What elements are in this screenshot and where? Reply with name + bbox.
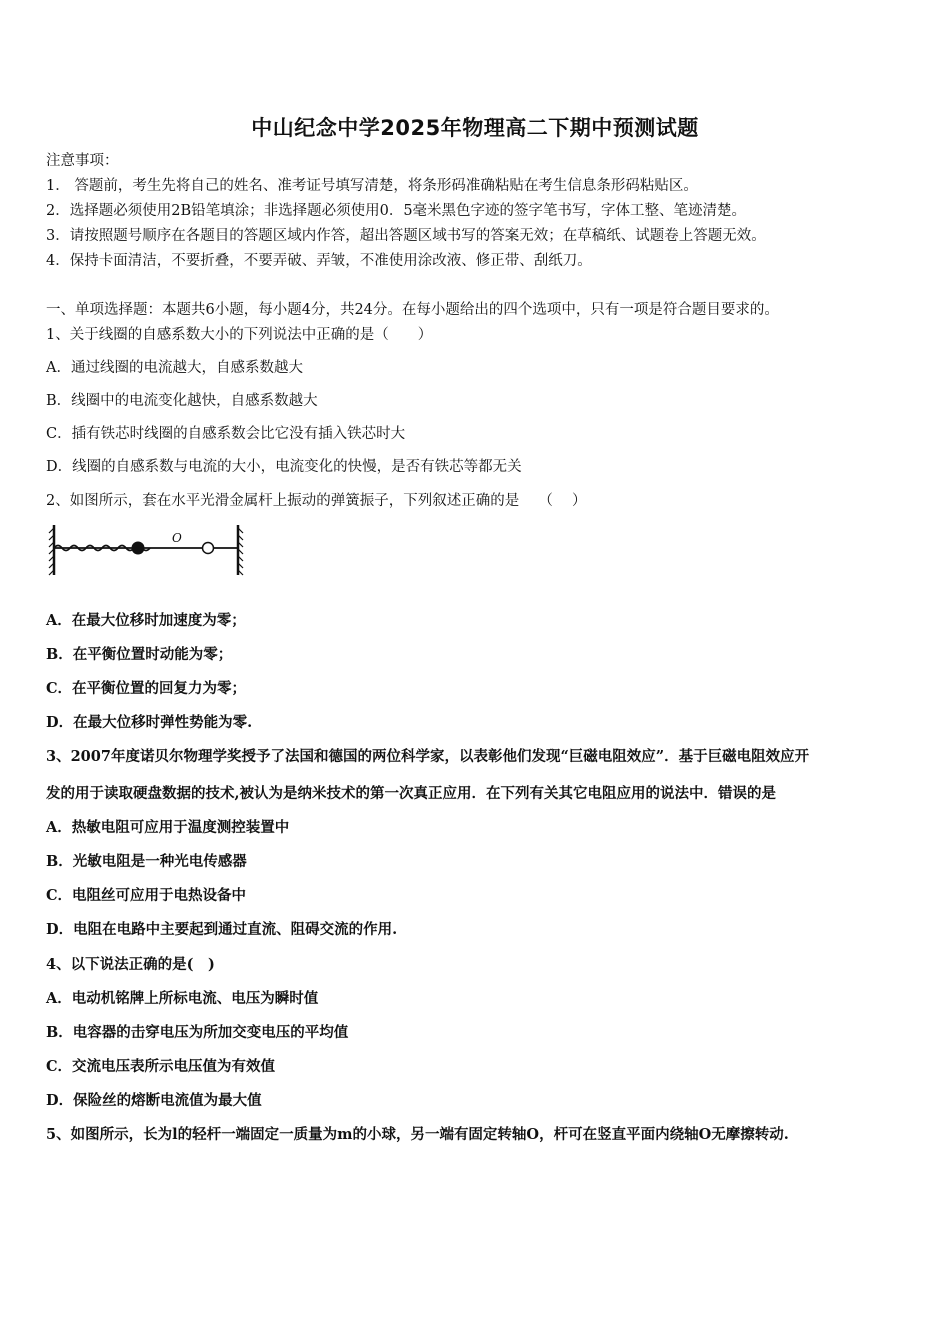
- question-4-option-b: B．电容器的击穿电压为所加交变电压的平均值: [46, 1024, 349, 1041]
- spring-oscillator-figure: [46, 520, 256, 580]
- question-2-option-b: B．在平衡位置时动能为零；: [46, 646, 233, 663]
- question-4-option-d: D．保险丝的熔断电流值为最大值: [46, 1092, 262, 1109]
- equilibrium-position-ball: [203, 543, 214, 554]
- question-1-option-c: C．插有铁芯时线圈的自感系数会比它没有插入铁芯时大: [46, 426, 406, 442]
- question-2-option-c: C．在平衡位置的回复力为零；: [46, 680, 247, 697]
- question-2-stem: 2、如图所示，套在水平光滑金属杆上振动的弹簧振子，下列叙述正确的是 （ ）: [46, 493, 587, 509]
- question-3-option-b: B．光敏电阻是一种光电传感器: [46, 853, 247, 870]
- question-3-stem-line-2: 发的用于读取硬盘数据的技术,被认为是纳米技术的第一次真正应用．在下列有关其它电阻应用的说法中．错误的是: [46, 785, 777, 802]
- question-3-option-a: A．热敏电阻可应用于温度测控装置中: [46, 819, 290, 836]
- question-1-stem: 1、关于线圈的自感系数大小的下列说法中正确的是（ ）: [46, 327, 433, 343]
- notice-heading: 注意事项：: [46, 153, 119, 169]
- question-3-option-d: D．电阻在电路中主要起到通过直流、阻碍交流的作用.: [46, 921, 398, 938]
- notice-item-4: 4．保持卡面清洁，不要折叠，不要弄破、弄皱，不准使用涂改液、修正带、刮纸刀。: [46, 253, 592, 269]
- question-3-stem-line-1: 3、2007年度诺贝尔物理学奖授予了法国和德国的两位科学家，以表彰他们发现“巨磁电阻效应”．基于巨磁电阻效应开: [46, 748, 810, 765]
- notice-item-1: 1． 答题前，考生先将自己的姓名、准考证号填写清楚，将条形码准确粘贴在考生信息条形码粘贴区。: [46, 178, 698, 194]
- notice-item-2: 2．选择题必须使用2B铅笔填涂；非选择题必须使用0．5毫米黑色字迹的签字笔书写，字体工整、笔迹清楚。: [46, 203, 747, 219]
- oscillator-ball: [132, 542, 145, 555]
- section-heading: 一、单项选择题：本题共6小题，每小题4分，共24分。在每小题给出的四个选项中，只有一项是符合题目要求的。: [46, 302, 779, 318]
- question-2-option-a: A．在最大位移时加速度为零；: [46, 612, 246, 629]
- page-title: 中山纪念中学2025年物理高二下期中预测试题: [251, 116, 699, 140]
- question-1-option-a: A．通过线圈的电流越大，自感系数越大: [46, 360, 303, 376]
- question-1-option-b: B．线圈中的电流变化越快，自感系数越大: [46, 393, 318, 409]
- question-4-stem: 4、以下说法正确的是( ): [46, 956, 215, 973]
- question-5-stem: 5、如图所示，长为l的轻杆一端固定一质量为m的小球，另一端有固定转轴O，杆可在竖直平面内绕轴O无摩擦转动.: [46, 1126, 789, 1143]
- question-3-option-c: C．电阻丝可应用于电热设备中: [46, 887, 247, 904]
- question-2-option-d: D．在最大位移时弹性势能为零.: [46, 714, 253, 731]
- question-4-option-a: A．电动机铭牌上所标电流、电压为瞬时值: [46, 990, 319, 1007]
- equilibrium-label: O: [172, 531, 182, 545]
- question-1-option-d: D．线圈的自感系数与电流的大小，电流变化的快慢，是否有铁芯等都无关: [46, 459, 522, 475]
- question-4-option-c: C．交流电压表所示电压值为有效值: [46, 1058, 276, 1075]
- notice-item-3: 3．请按照题号顺序在各题目的答题区域内作答，超出答题区域书写的答案无效；在草稿纸、试题卷上答题无效。: [46, 228, 766, 244]
